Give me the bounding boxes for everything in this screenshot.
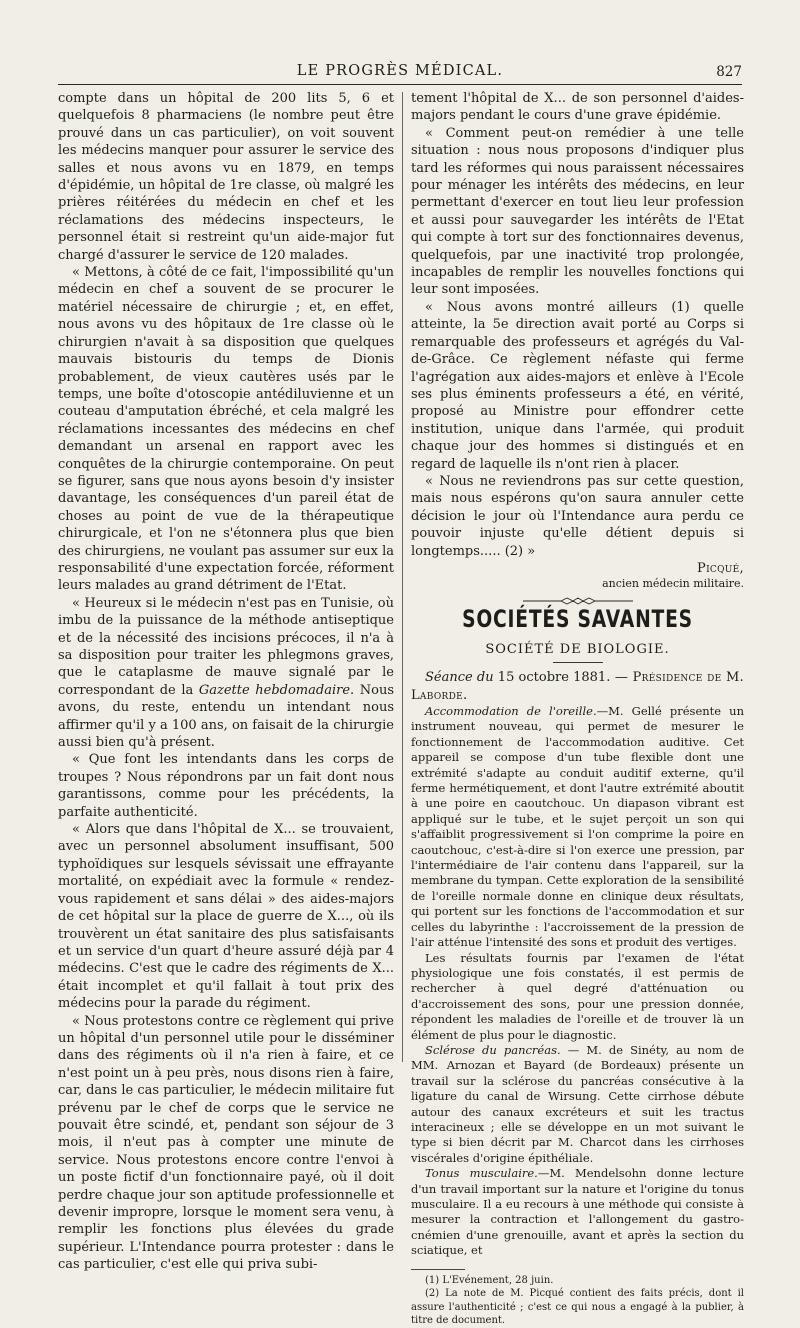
gazette-name: Gazette hebdomadaire [198,682,351,698]
signature-title: ancien médecin militaire. [602,577,744,591]
running-title: LE PROGRÈS MÉDICAL. [296,63,504,79]
signature-name: Picqué, [697,560,744,576]
section-title: SOCIÉTÉS SAVANTES [462,605,693,634]
paragraph: compte dans un hôpital de 200 lits 5, 6 et quelquefois 8 pharmaciens (le nombre peut être prouvé dans un cas particulier), on voit souvent les médecins manquer pour assurer le service des salles et nous avons vu en 1879, en temps d'épidémie, un hôpital de 1re classe, où malgré les prières réitérées du médecin en chef et les réclamations des médecins inspecteurs, le personnel était si restreint qu'un aide-major fut chargé d'assurer le service de 120 malades. [58,91,394,263]
society-name: SOCIÉTÉ DE BIOLOGIE. [485,641,670,657]
paragraph: « Nous avons montré ailleurs (1) quelle atteinte, la 5e direction avait porté au Corps si remarquable des professeurs et agrégés du Val-de-Grâce. Ce règlement néfaste qui ferme l'agrégation aux aides-majors et enlève à l'Ecole ses plus éminents professeurs a été, en vérité, proposé au Ministre pour effondrer cette institution, unique dans l'armée, qui produit chaque jour des hommes si distingués et en regard de laquelle ils n'ont rien à placer. [411,299,744,472]
abstract [411,1166,744,1258]
paragraph: « Nous ne reviendrons pas sur cette question, mais nous espérons qu'on saura annuler cette décision le jour où l'Intendance aura perdu ce pouvoir injuste qu'elle détient depuis si longtemps..... (2) » [411,473,744,559]
paragraph: tement l'hôpital de X... de son personnel d'aides-majors pendant le cours d'une grave épidémie. [411,91,744,124]
abstract-text: Les résultats fournis par l'examen de l'état physiologique une fois constatés, il est permis de rechercher à quel degré d'atténuation ou d'accroissement des sons, pour une pression donnée, répondent les maladies de l'oreille et de trouver là un élément de plus pour le diagnostic. [411,950,744,1042]
signature [411,560,744,577]
abstract-text: —M. Mendelsohn donne lecture d'un travail important sur la nature et l'origine du tonus musculaire. Il a eu recours à une méthode qui consiste à mesurer la contraction et l'allongement du gastro-cnémien d'une grenouille, avant et après la section du sciatique, et [411,1166,744,1258]
abstract-text: —M. Gellé présente un instrument nouveau, qui permet de mesurer le fonctionnement de l'accommodation auditive. Cet appareil se compose d'un tube flexible dont une extrémité s'adapte au conduit auditif externe, qu'il ferme hermétiquement, et dont l'autre extrémité aboutit à une poire en caoutchouc. Un diapason vibrant est appliqué sur le tube, et le sujet perçoit un son qui s'affaiblit progressivement si l'on comprime la poire en caoutchouc, c'est-à-dire si l'on exerce une pression, par l'intermédiaire de l'air contenu dans l'appareil, sur la membrane du tympan. Cette exploration de la sensibilité de l'oreille normale donne en clinique deux résultats, qui portent sur les fonctions de l'accommodation et sur celles du labyrinthe : l'accroissement de la pression de l'air atténue l'intensité des sons et produit des vertiges. [411,704,744,950]
left-column [58,90,394,1274]
society-rule [553,662,603,663]
page-number: 827 [716,64,742,80]
ornament-divider [523,597,633,605]
page-header [58,63,742,85]
abstract-text: — M. de Sinéty, au nom de MM. Arnozan et Bayard (de Bordeaux) présente un travail sur la sclérose du pancréas consécutive à la ligature du canal de Wirsung. Cette cirrhose débute autour des canaux excréteurs et suit les tractus interacineux ; elle se développe en un mot suivant le type si bien décrit par M. Charcot dans les cirrhoses viscérales d'origine épithéliale. [411,1042,744,1165]
paragraph: « Mettons, à côté de ce fait, l'impossibilité qu'un médecin en chef a souvent de se procurer le matériel nécessaire de chirurgie ; et, en effet, nous avons vu des hôpitaux de 1re classe où le chirurgien n'avait à sa disposition que quelques mauvais bistouris du temps de Dionis probablement, de vieux cautères usés par le temps, une boîte d'otoscopie antédiluvienne et un couteau d'amputation ébréché, et cela malgré les réclamations incessantes des médecins en chef demandant un arsenal en rapport avec les conquêtes de la chirurgie contemporaine. On peut se figurer, sans que nous ayons besoin d'y insister davantage, les conséquences d'un pareil état de choses au point de vue de la thérapeutique chirurgicale, et l'on ne s'étonnera plus que bien des chirurgiens, ne voulant pas assumer sur eux la responsabilité d'une expectation forcée, réforment leurs malades au grand détriment de l'Etat. [58,265,394,594]
abstract [411,704,744,951]
abstract [411,951,744,1043]
abstract-title: Sclérose du pancréas. [425,1042,561,1057]
column-divider [402,92,403,1062]
paragraph-text: « Heureux si le médecin n'est pas en Tunisie, où imbu de la puissance de la méthode antiseptique et de la nécessité des incisions précoces, il n'a à sa disposition pour traiter les phlegmons graves, que le cataplasme de mauve signalé par le correspondant de la [58,595,394,698]
abstract [411,1043,744,1166]
session-line [411,669,744,704]
session-presidency: — Présidence de M. Laborde. [411,670,744,703]
footnote-rule [411,1269,465,1270]
paragraph: « Nous protestons contre ce règlement qui prive un hôpital d'un personnel utile pour le disséminer dans des régiments où il n'a rien à faire, et ce n'est point un à peu près, nous disons rien à faire, car, dans le cas particulier, le médecin militaire fut prévenu par le chef de corps que le service ne pouvait être scindé, et, pendant son séjour de 3 mois, il n'eut pas à compter une minute de service. Nous protestons encore contre l'envoi à un poste fictif d'un fonctionnaire payé, où il doit perdre chaque jour son aptitude professionnelle et devenir impropre, lorsque le moment sera venu, à remplir les fonctions plus élevées du grade supérieur. L'Intendance pourra protester : dans le cas particulier, c'est elle qui priva subi- [58,1013,394,1273]
footnote: (1) L'Evénement, 28 juin. [425,1274,554,1286]
paragraph: « Comment peut-on remédier à une telle situation : nous nous proposons d'indiquer plus tard les réformes qui nous paraissent nécessaires pour ménager les intérêts des médecins, en leur permettant d'exercer en tout lieu leur profession et aussi pour sauvegarder les intérêts de l'Etat qui compte à tort sur des fonctionnaires devenus, quelquefois, par une inactivité trop prolongée, incapables de remplir les nouvelles fonctions qui leur sont imposées. [411,125,744,298]
abstract-title: Accommodation de l'oreille. [425,704,597,718]
paragraph: « Que font les intendants dans les corps de troupes ? Nous répondrons par un fait dont nous garantissons, comme pour les précédents, la parfaite authenticité. [58,752,394,820]
abstract-title: Tonus musculaire. [425,1166,538,1181]
abstracts [411,704,744,1259]
session-label: Séance du [425,670,494,686]
paragraph: « Alors que dans l'hôpital de X... se trouvaient, avec un personnel absolument insuffisant, 500 typhoïdiques sur lesquels sévissait une effrayante mortalité, on expédiait avec la formule « rendez-vous rapidement et sans délai » des aides-majors de cet hôpital sur la place de guerre de X..., où ils trouvèrent un état sanitaire des plus satisfaisants et un service d'un quart d'heure assuré déjà par 4 médecins. C'est que le cadre des régiments de X... était incomplet et qu'il fallait à tout prix des médecins pour la parade du régiment. [58,822,394,1012]
session-date: 15 octobre 1881. [497,670,611,686]
header-rule [58,84,742,85]
paragraph [58,595,394,752]
right-column [411,90,744,1328]
footnote: (2) La note de M. Picqué contient des faits précis, dont il assure l'authenticité ; c'est ce qui nous a engagé à la publier, à titre de document. [411,1288,744,1327]
paragraph-text: . Nous avons, du reste, entendu un intendant nous affirmer qu'il y a 100 ans, on faisait de la chirurgie aussi bien qu'à présent. [58,682,395,751]
